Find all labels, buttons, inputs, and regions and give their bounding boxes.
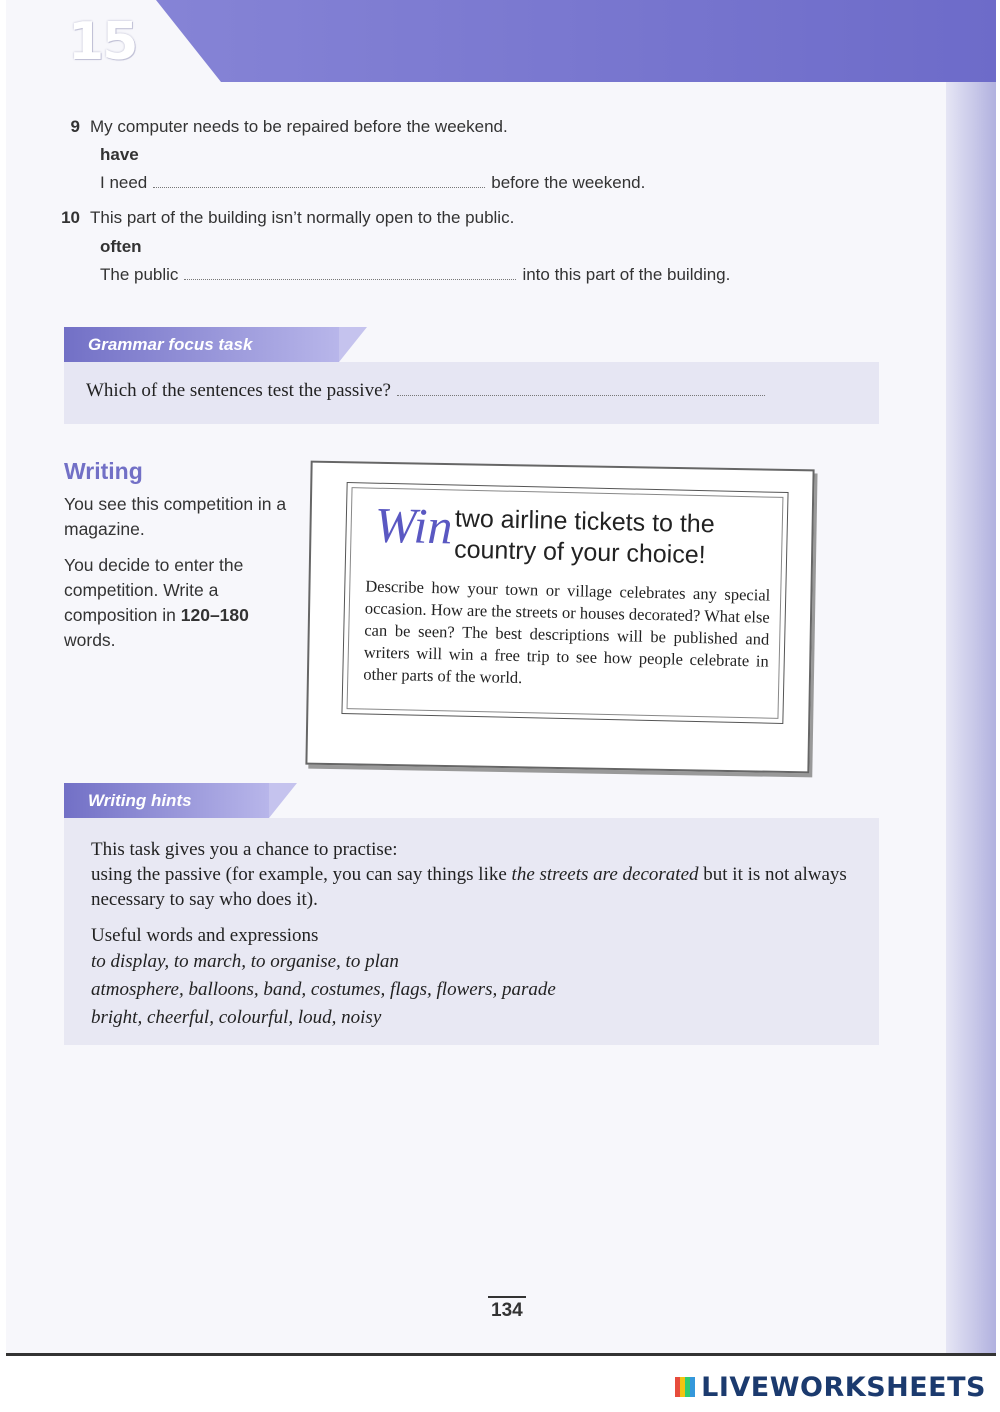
practise-before: using the passive (for example, you can say things like [91,864,507,885]
headline-line-1: two airline tickets to the [454,504,715,539]
answer-suffix: before the weekend. [491,173,646,192]
question-9-sentence [54,117,508,137]
question-10-answer-line [100,265,730,285]
practise-after: but it is not always necessary to say who does it). [91,864,847,910]
hints-practise-text [91,862,861,912]
brand-text: LIVEWORKSHEETS [701,1372,986,1403]
question-text: This part of the building isn’t normally open to the public. [90,208,515,227]
advert-win: Win [374,496,454,555]
headline-line-2: country of your choice! [453,535,706,570]
grammar-answer-blank[interactable] [397,383,765,396]
question-number: 10 [61,208,80,227]
writing-intro-2 [64,553,299,653]
grammar-focus-tab: Grammar focus task [64,327,339,362]
advert-headline [454,503,715,571]
answer-prefix: I need [100,173,148,192]
writing-instruction-end: words. [64,630,116,650]
answer-suffix: into this part of the building. [522,265,731,284]
hints-intro-heading: This task gives you a chance to practise: [91,839,398,860]
liveworksheets-logo [675,1372,986,1403]
competition-advert [341,482,788,724]
practise-example: the streets are decorated [511,864,699,885]
grammar-focus-question [86,380,771,402]
question-10-keyword: often [100,237,142,256]
question-9-answer-line [100,173,645,193]
unit-header-band [6,0,996,82]
writing-heading: Writing [64,458,143,484]
question-number: 9 [70,117,80,136]
grammar-question-text: Which of the sentences test the passive? [86,380,391,401]
page-number: 134 [488,1296,526,1322]
answer-blank[interactable] [184,267,516,280]
useful-verbs: to display, to march, to organise, to plan [91,951,399,972]
writing-hints-tab: Writing hints [64,783,269,818]
unit-number: 15 [68,12,137,72]
word-range: 120–180 [180,605,249,625]
question-10-sentence [54,208,514,228]
answer-prefix: The public [100,265,179,284]
brand-icon [675,1377,695,1397]
useful-adjectives: bright, cheerful, colourful, loud, noisy [91,1007,382,1028]
question-9-keyword: have [100,145,139,164]
advert-body: Describe how your town or village celebrates any special occasion. How are the streets or houses decorated? What else can be seen? The best descriptions will be published and writers will win a free trip to see how people celebrate in other parts of the world. [363,576,771,688]
answer-blank[interactable] [153,175,485,188]
useful-nouns: atmosphere, balloons, band, costumes, flags, flowers, parade [91,979,556,1000]
question-text: My computer needs to be repaired before the weekend. [90,117,508,136]
workbook-page [6,0,996,1356]
useful-words-heading: Useful words and expressions [91,925,319,946]
page-edge-shadow [946,82,996,1356]
writing-instruction: You decide to enter the competition. Write a composition in [64,555,244,625]
writing-intro-1: You see this competition in a magazine. [64,494,287,539]
grammar-focus-box [64,362,879,424]
